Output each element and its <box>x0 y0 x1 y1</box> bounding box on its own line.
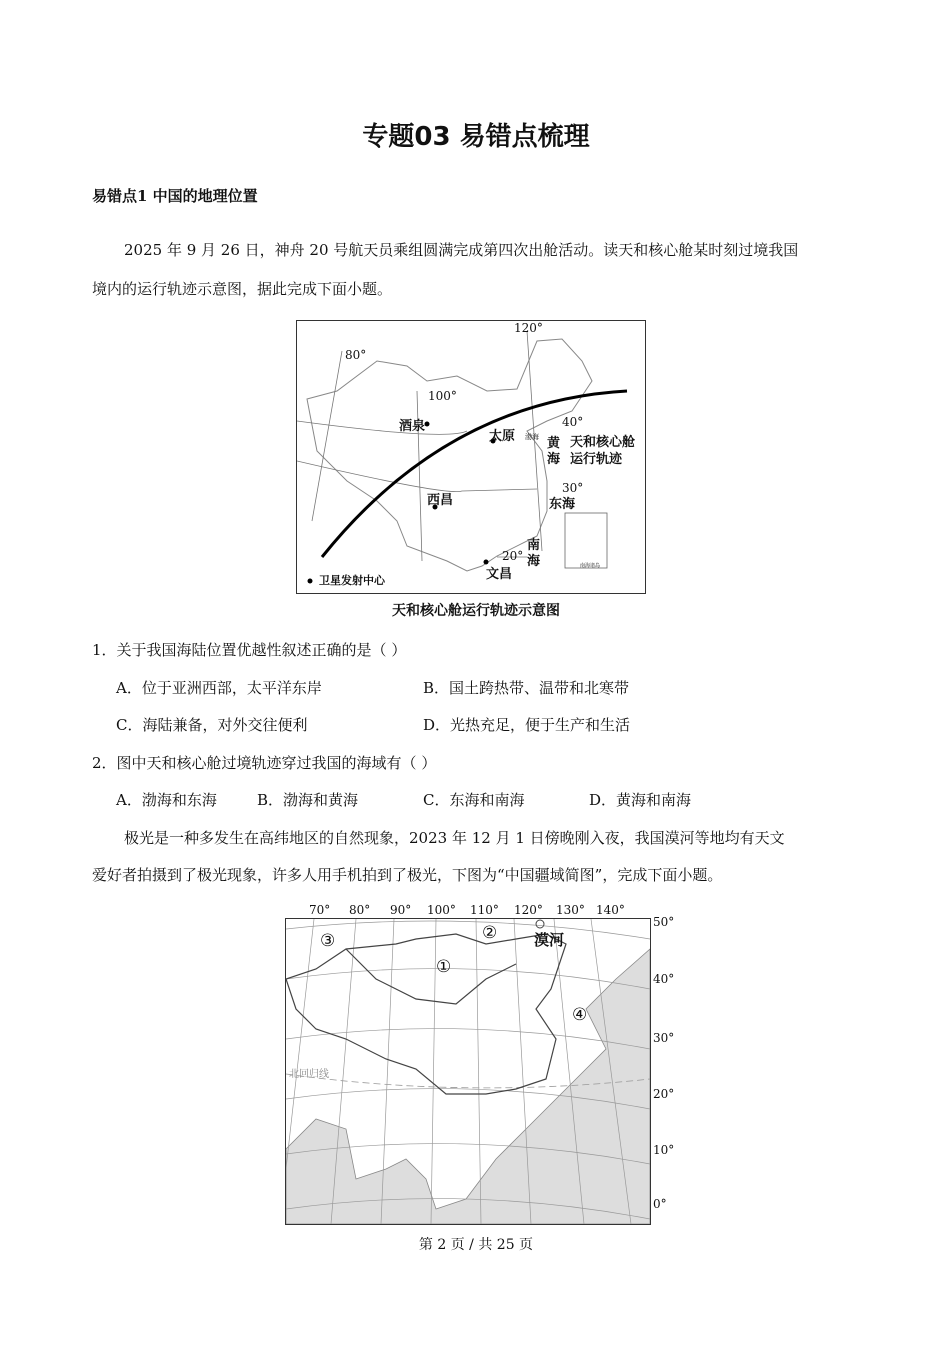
tropic-label: 北回归线 <box>289 1069 329 1080</box>
q2-option-a[interactable]: A．渤海和东海 <box>116 791 217 809</box>
lon-120: 120° <box>514 903 543 917</box>
q1-option-d[interactable]: D．光热充足，便于生产和生活 <box>423 716 631 734</box>
label-jiuquan: 酒泉 <box>399 419 426 434</box>
lat-40: 40° <box>653 972 675 986</box>
legend-dot <box>308 579 313 584</box>
lon-70: 70° <box>309 903 331 917</box>
marker-4: ④ <box>572 1005 588 1025</box>
map2-latitude-labels <box>653 915 693 1215</box>
q1-option-a[interactable]: A．位于亚洲西部，太平洋东岸 <box>116 679 322 697</box>
lat-10: 10° <box>653 1143 675 1157</box>
label-south-sea: 南海 <box>527 538 541 569</box>
lat-30: 30° <box>653 1031 675 1045</box>
label-xichang: 西昌 <box>427 493 454 508</box>
label-yellow-sea: 黄海 <box>547 436 561 467</box>
lon-80: 80° <box>345 348 367 362</box>
label-wenchang: 文昌 <box>486 567 513 582</box>
q2-stem: 2．图中天和核心舱过境轨迹穿过我国的海域有（ ） <box>92 754 437 772</box>
lon-100: 100° <box>427 903 456 917</box>
track-label-1: 天和核心舱 <box>570 435 636 450</box>
lon-90: 90° <box>390 903 412 917</box>
trajectory-map <box>296 320 646 594</box>
intro1-line1: 2025 年 9 月 26 日，神舟 20 号航天员乘组圆满完成第四次出舱活动。读天和核心舱某时刻过境我国 <box>124 241 799 259</box>
page-footer: 第 2 页 / 共 25 页 <box>418 1237 534 1253</box>
label-east-sea: 东海 <box>549 497 576 512</box>
intro1-line2: 境内的运行轨迹示意图，据此完成下面小题。 <box>92 280 393 298</box>
lon-110: 110° <box>470 903 499 917</box>
marker-2: ② <box>482 923 498 943</box>
marker-3: ③ <box>320 931 336 951</box>
inset-label: 南海诸岛 <box>580 563 601 569</box>
q1-option-c[interactable]: C．海陆兼备，对外交往便利 <box>116 716 308 734</box>
intro2-line1: 极光是一种多发生在高纬地区的自然现象，2023 年 12 月 1 日傍晚刚入夜，我国漠河等地均有天文 <box>124 829 785 847</box>
label-mohe: 漠河 <box>534 931 565 949</box>
lat-50: 50° <box>653 915 675 929</box>
lon-100: 100° <box>428 389 457 403</box>
q1-stem: 1．关于我国海陆位置优越性叙述正确的是（ ） <box>92 641 407 659</box>
track-label-2: 运行轨迹 <box>570 452 623 467</box>
q2-option-b[interactable]: B．渤海和黄海 <box>257 791 359 809</box>
q2-option-d[interactable]: D．黄海和南海 <box>589 791 692 809</box>
marker-1: ① <box>436 957 452 977</box>
lon-80: 80° <box>349 903 371 917</box>
legend-label: 卫星发射中心 <box>319 574 385 587</box>
q2-option-c[interactable]: C．东海和南海 <box>423 791 525 809</box>
section-heading: 易错点1 中国的地理位置 <box>92 187 258 205</box>
q1-option-b[interactable]: B．国土跨热带、温带和北寒带 <box>423 679 630 697</box>
label-taiyuan: 太原 <box>489 429 516 444</box>
map1-caption: 天和核心舱运行轨迹示意图 <box>392 603 560 619</box>
label-bohai: 渤海 <box>525 433 539 441</box>
jiuquan-dot <box>425 422 430 427</box>
lat-30: 30° <box>562 481 584 495</box>
china-territory-map <box>285 918 651 1225</box>
lon-140: 140° <box>596 903 625 917</box>
lat-0: 0° <box>653 1197 667 1211</box>
page-title: 专题03 易错点梳理 <box>362 122 590 152</box>
territory-graphic <box>286 919 650 1224</box>
lat-20: 20° <box>653 1087 675 1101</box>
lat-20: 20° <box>502 549 524 563</box>
intro2-line2: 爱好者拍摄到了极光现象，许多人用手机拍到了极光，下图为“中国疆域简图”，完成下面小题。 <box>92 866 723 884</box>
lat-40: 40° <box>562 415 584 429</box>
lon-120: 120° <box>514 321 543 335</box>
lon-130: 130° <box>556 903 585 917</box>
